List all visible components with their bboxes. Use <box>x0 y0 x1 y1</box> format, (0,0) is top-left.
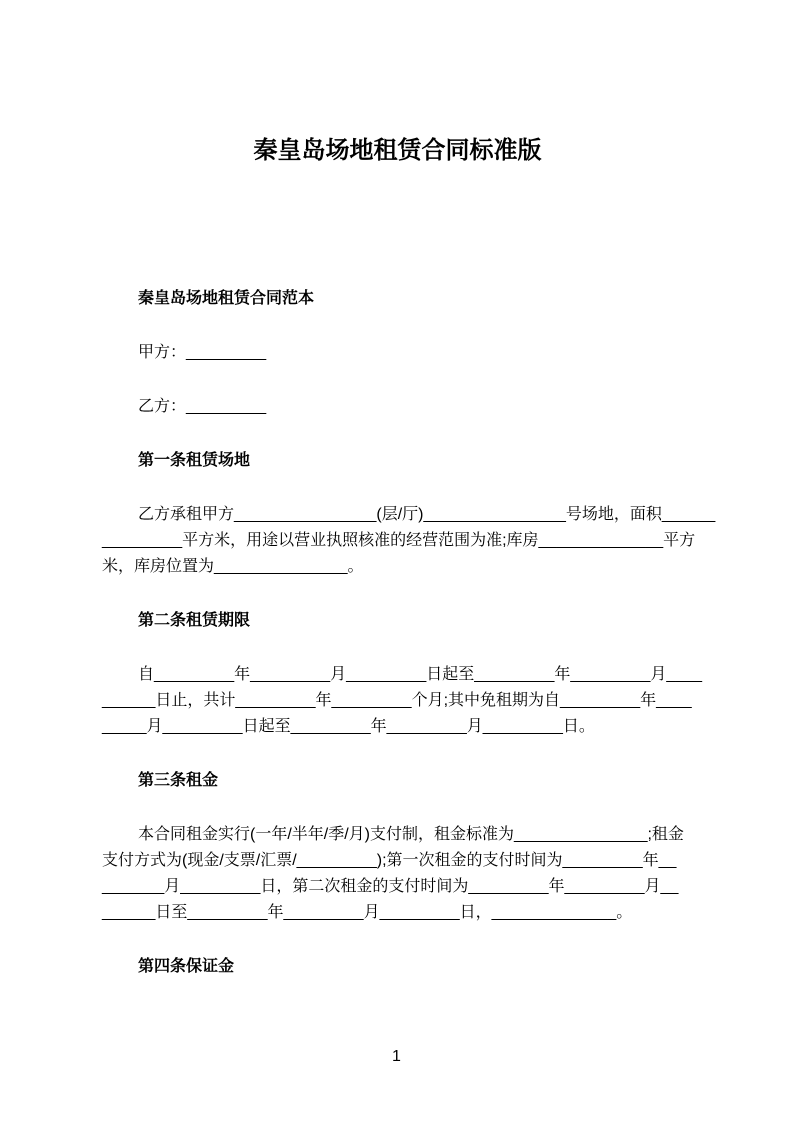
party-a-line: 甲方：_________ <box>138 344 267 361</box>
paragraph-line: 自_________年_________月_________日起至_________年_________月____ <box>138 666 703 683</box>
paragraph-line: 乙方承租甲方________________(层/厅)________________号场地，面积______ <box>138 506 716 523</box>
page-number: 1 <box>392 1048 401 1065</box>
paragraph-line: 米，库房位置为_______________。 <box>102 558 364 575</box>
section-2-paragraph <box>102 662 703 740</box>
paragraph-line: 支付方式为(现金/支票/汇票/_________);第一次租金的支付时间为_________年__ <box>102 852 677 869</box>
paragraph-line: _________平方米，用途以营业执照核准的经营范围为准;库房______________平方 <box>102 532 696 549</box>
contract-subtitle: 秦皇岛场地租赁合同范本 <box>138 290 315 307</box>
section-4-heading: 第四条保证金 <box>138 958 235 975</box>
section-1-paragraph <box>102 502 716 580</box>
document-title: 秦皇岛场地租赁合同标准版 <box>253 137 542 164</box>
paragraph-line: _____月_________日起至_________年_________月_________日。 <box>102 718 595 735</box>
paragraph-line: ______日至_________年_________月_________日，______________。 <box>102 904 633 921</box>
party-b-line: 乙方：_________ <box>138 398 267 415</box>
paragraph-line: _______月_________日，第二次租金的支付时间为_________年_________月__ <box>102 878 679 895</box>
paragraph-line: ______日止，共计_________年_________个月;其中免租期为自_________年____ <box>102 692 692 709</box>
section-1-heading: 第一条租赁场地 <box>138 452 251 469</box>
section-2-heading: 第二条租赁期限 <box>138 612 251 629</box>
section-3-paragraph <box>102 822 693 926</box>
section-3-heading: 第三条租金 <box>138 772 219 789</box>
paragraph-line: 本合同租金实行(一年/半年/季/月)支付制，租金标准为_______________;租金 <box>138 826 684 843</box>
